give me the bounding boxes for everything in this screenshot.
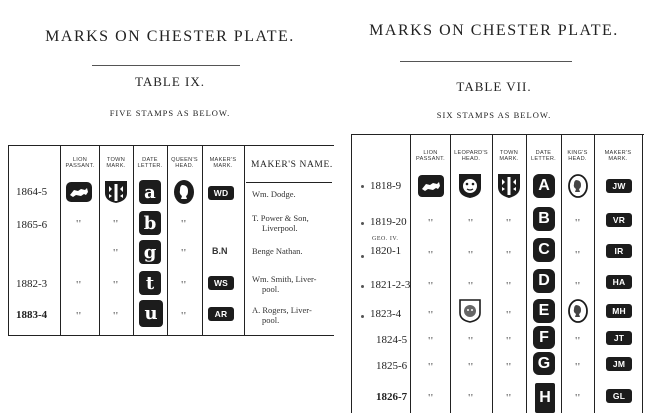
right-title-rule [400,61,572,62]
date-letter-stamp: b [139,211,161,235]
maker-name: Wm. Smith, Liver- pool. [252,274,317,294]
maker-name: Benge Nathan. [252,246,303,256]
date-letter-stamp: F [533,326,555,349]
right-subtitle: SIX STAMPS AS BELOW. [436,110,552,120]
right-col-border [561,134,562,413]
right-col-border [594,134,595,413]
lion-passant-mark-icon [66,182,92,202]
row-year: 1819-20 [370,216,407,228]
makers-mark-stamp: WD [208,186,234,200]
left-col-border [167,145,168,336]
date-letter-stamp: H [535,383,555,413]
row-year: 1825-6 [376,360,408,372]
row-bullet-icon [361,315,364,318]
date-letter-stamp: A [533,174,555,198]
town-mark-shield-icon [104,180,128,204]
ditto-mark: '' [468,250,474,261]
row-year: 1865-6 [16,219,48,231]
ditto-mark: '' [575,281,581,292]
header-lion-passant: LION PASSANT. [415,150,446,163]
ditto-mark: '' [575,250,581,261]
ditto-mark: '' [506,362,512,373]
header-lion-passant: LION PASSANT. [65,157,95,170]
date-letter-stamp: G [533,352,555,375]
ditto-mark: '' [428,310,434,321]
left-col-border [202,145,203,336]
ditto-mark: '' [506,310,512,321]
right-col-border [526,134,527,413]
row-bullet-icon [361,285,364,288]
date-letter-stamp: E [533,299,555,323]
header-makers-mark: MAKER'S MARK. [209,157,237,170]
header-town-mark: TOWN MARK. [499,150,519,163]
ditto-mark: '' [506,281,512,292]
right-table-name: TABLE VII. [456,79,532,94]
ditto-mark: '' [575,336,581,347]
right-table-top-border [351,134,644,135]
makers-mark-stamp: JW [606,179,632,193]
row-year: 1824-5 [376,334,408,346]
leopards-head-mark-icon [458,173,482,199]
maker-name: A. Rogers, Liver- pool. [252,305,312,325]
makers-mark-stamp: VR [606,213,632,227]
town-mark-shield-icon [497,173,521,199]
row-year: 1864-5 [16,186,48,198]
ditto-mark: '' [181,280,187,291]
ditto-mark: '' [113,248,119,259]
ditto-mark: '' [575,218,581,229]
date-letter-stamp: a [139,180,161,204]
header-makers-name: MAKER'S NAME. [251,160,333,170]
makers-mark-stamp: MH [606,304,632,318]
maker-name: T. Power & Son, Liverpool. [252,213,309,233]
right-col-border [642,134,643,413]
right-col-border [351,134,352,413]
left-table-top-border [8,145,334,146]
ditto-mark: '' [506,218,512,229]
ditto-mark: '' [113,219,119,230]
ditto-mark: '' [428,250,434,261]
left-subtitle: FIVE STAMPS AS BELOW. [109,108,231,118]
left-col-border [99,145,100,336]
ditto-mark: '' [506,336,512,347]
ditto-mark: '' [428,362,434,373]
row-bullet-icon [361,222,364,225]
ditto-mark: '' [468,336,474,347]
makers-mark-stamp: HA [606,275,632,289]
ditto-mark: '' [181,248,187,259]
makers-mark-stamp: GL [606,389,632,403]
right-col-border [492,134,493,413]
header-queens-head: QUEEN'S HEAD. [171,157,198,170]
row-bullet-icon [361,255,364,258]
row-year: 1820-1 [370,245,402,257]
date-letter-stamp: u [139,300,163,327]
kings-head-mark-icon [568,299,588,323]
left-title: MARKS ON CHESTER PLATE. [45,28,295,45]
header-date-letter: DATE LETTER. [530,150,557,163]
ditto-mark: '' [468,362,474,373]
makers-mark-stamp: AR [208,307,234,321]
queens-head-mark-icon [174,180,194,204]
ditto-mark: '' [428,336,434,347]
row-bullet-icon [361,185,364,188]
row-year: 1821-2-3 [370,279,411,291]
row-year: 1823-4 [370,308,402,320]
row-year: 1882-3 [16,278,48,290]
ditto-mark: '' [575,362,581,373]
date-letter-stamp: B [533,207,555,231]
ditto-mark: '' [506,250,512,261]
ditto-mark: '' [76,280,82,291]
makers-mark-stamp: IR [606,244,632,258]
left-name-underline [246,182,332,183]
leopards-head-mark-icon [459,299,481,323]
ditto-mark: '' [468,218,474,229]
ditto-mark: '' [468,393,474,404]
header-kings-head: KING'S HEAD. [567,150,588,163]
header-date-letter: DATE LETTER. [137,157,163,170]
ditto-mark: '' [428,393,434,404]
reign-label: GEO. IV. [372,236,399,242]
ditto-mark: '' [181,311,187,322]
header-makers-mark: MAKER'S MARK. [604,150,632,163]
left-title-rule [92,65,240,66]
ditto-mark: '' [468,281,474,292]
makers-mark-stamp: JM [606,357,632,371]
ditto-mark: '' [76,311,82,322]
date-letter-stamp: t [139,271,161,295]
left-col-border [60,145,61,336]
ditto-mark: '' [506,393,512,404]
ditto-mark: '' [428,281,434,292]
ditto-mark: '' [113,280,119,291]
left-col-border [8,145,9,336]
ditto-mark: '' [181,219,187,230]
kings-head-mark-icon [568,174,588,198]
row-year: 1818-9 [370,180,402,192]
header-town-mark: TOWN MARK. [106,157,126,170]
lion-passant-mark-icon [418,175,444,197]
date-letter-stamp: D [533,269,555,293]
right-page [340,0,648,413]
ditto-mark: '' [428,218,434,229]
makers-mark-text: B.N [212,246,228,256]
left-col-border [133,145,134,336]
date-letter-stamp: C [533,238,555,262]
maker-name: Wm. Dodge. [252,189,296,199]
row-year: 1883-4 [16,309,48,321]
row-year: 1826-7 [376,391,408,403]
ditto-mark: '' [113,311,119,322]
left-col-border [244,145,245,336]
right-col-border [410,134,411,413]
makers-mark-stamp: JT [606,331,632,345]
left-table-bottom-border [8,335,334,336]
header-leopards-head: LEOPARD'S HEAD. [454,150,488,163]
left-table-name: TABLE IX. [134,74,206,89]
date-letter-stamp: g [139,240,161,264]
ditto-mark: '' [76,219,82,230]
makers-mark-stamp: WS [208,276,234,290]
right-col-border [450,134,451,413]
ditto-mark: '' [575,393,581,404]
right-title: MARKS ON CHESTER PLATE. [369,22,619,39]
